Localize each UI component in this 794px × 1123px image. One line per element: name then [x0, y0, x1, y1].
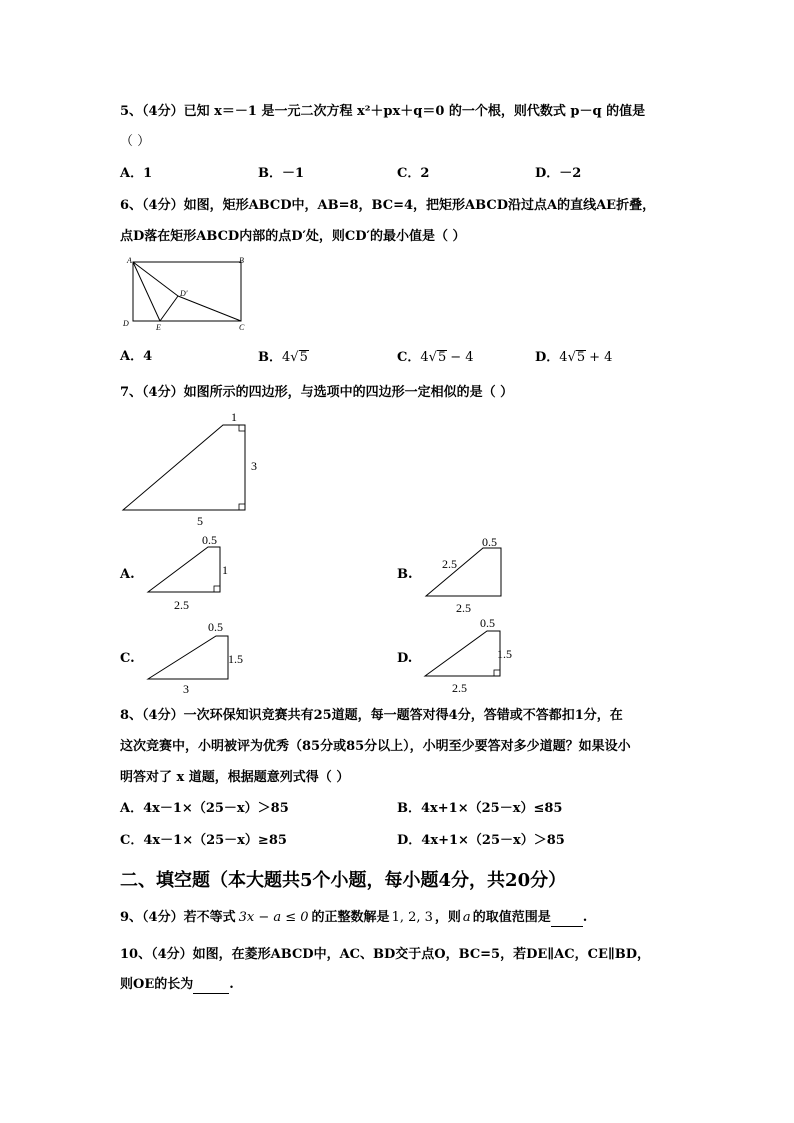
q6-option-c-tail: − 4 [450, 350, 474, 365]
q6-label-c: C [239, 323, 245, 332]
q7-option-c-label: C. [120, 651, 135, 666]
q7-d-bottom-label: 2.5 [452, 681, 467, 695]
q7-c-top-label: 0.5 [208, 620, 223, 634]
q7-main-right-label: 3 [251, 459, 257, 473]
q6-option-d: D．4√5 + 4 [535, 350, 613, 365]
q6-rectangle-figure [118, 252, 258, 334]
q5-option-b: B．－1 [258, 166, 305, 181]
q9-stem [120, 909, 587, 927]
q9-stem-part2: 的正整数解是 [311, 910, 390, 925]
q7-option-b-label: B. [397, 567, 413, 582]
q7-b-slant-label: 2.5 [442, 557, 457, 571]
q6-label-d: D [123, 319, 129, 328]
q7-b-top-label: 0.5 [482, 535, 497, 549]
q8-stem-line1: 8、（4分）一次环保知识竞赛共有25道题，每一题答对得4分，答错或不答都扣1分，在 [120, 708, 623, 723]
q6-label-e: E [156, 323, 161, 332]
q5-option-c: C．2 [397, 166, 430, 181]
q7-c-bottom-label: 3 [183, 682, 189, 696]
q6-option-c-coef: 4 [420, 350, 429, 365]
q10-end: . [229, 977, 234, 992]
q7-option-d-label: D. [397, 651, 413, 666]
q7-c-right-label: 1.5 [228, 652, 243, 666]
q6-option-b-coef: 4 [282, 350, 291, 365]
q6-option-b: B．4√5 [258, 350, 308, 365]
q7-main-bottom-label: 5 [197, 514, 203, 528]
q10-stem-line2 [120, 976, 234, 994]
q7-option-a-label: A. [120, 567, 135, 582]
q6-stem-line2: 点D落在矩形ABCD内部的点D′处，则CD′的最小值是（ ） [120, 229, 466, 244]
q6-option-d-tail: + 4 [589, 350, 613, 365]
q6-option-d-prefix: D． [535, 350, 560, 365]
q7-option-a-figure [140, 532, 250, 614]
q9-answer-blank[interactable] [551, 912, 583, 927]
q8-stem-line2: 这次竞赛中，小明被评为优秀（85分或85分以上），小明至少要答对多少道题？如果设小 [120, 739, 631, 754]
q10-answer-blank[interactable] [193, 979, 229, 994]
q6-label-d-prime: D′ [180, 289, 188, 298]
q7-option-b-figure [420, 532, 530, 614]
q6-option-b-prefix: B． [258, 350, 282, 365]
q8-option-a: A．4x－1×（25－x）＞85 [120, 801, 289, 816]
q6-option-b-rad: 5 [299, 350, 308, 365]
q6-label-a: A [127, 256, 132, 265]
q8-option-d: D．4x+1×（25－x）＞85 [397, 833, 565, 848]
q9-solution: 1, 2, 3 [391, 910, 433, 925]
q5-option-d: D．－2 [535, 166, 582, 181]
q9-variable: a [462, 910, 471, 925]
q8-stem-line3: 明答对了 x 道题，根据题意列式得（ ） [120, 770, 350, 785]
q7-a-top-label: 0.5 [202, 533, 217, 547]
q8-option-b: B．4x+1×（25－x）≤85 [397, 801, 563, 816]
q6-option-c-rad: 5 [437, 350, 447, 365]
q6-option-c: C．4√5 − 4 [397, 350, 474, 365]
q6-label-b: B [239, 256, 244, 265]
q10-stem-line1: 10、（4分）如图，在菱形ABCD中，AC、BD交于点O，BC=5，若DE∥AC，CE∥BD， [120, 947, 650, 962]
q6-option-d-coef: 4 [559, 350, 568, 365]
q7-main-top-label: 1 [231, 410, 237, 424]
q5-stem-line2: （ ） [120, 134, 151, 149]
q5-stem-line1: 5、（4分）已知 x＝－1 是一元二次方程 x²＋px＋q＝0 的一个根，则代数式 p－q 的值是 [120, 104, 646, 119]
q9-stem-part1: 9、（4分）若不等式 [120, 910, 236, 925]
q7-b-bottom-label: 2.5 [456, 601, 471, 614]
q9-inequality: 3x − a ≤ 0 [238, 910, 309, 925]
q10-stem-part: 则OE的长为 [120, 977, 194, 992]
q6-option-c-prefix: C． [397, 350, 421, 365]
q7-d-right-label: 1.5 [497, 647, 512, 661]
q5-option-a: A．1 [120, 166, 153, 181]
q7-main-trapezoid [115, 405, 275, 530]
q7-stem: 7、（4分）如图所示的四边形，与选项中的四边形一定相似的是（ ） [120, 385, 514, 400]
q7-a-right-label: 1 [222, 563, 228, 577]
q9-end: . [582, 910, 588, 925]
q8-option-c: C．4x－1×（25－x）≥85 [120, 833, 287, 848]
q9-stem-part4: 的取值范围是 [472, 910, 551, 925]
q7-a-bottom-label: 2.5 [174, 598, 189, 612]
q7-option-d-figure [420, 614, 530, 696]
q6-option-a: A．4 [120, 349, 153, 364]
q7-d-top-label: 0.5 [480, 616, 495, 630]
section-2-title: 二、填空题（本大题共5个小题，每小题4分，共20分） [120, 870, 567, 891]
q9-stem-part3: ，则 [434, 910, 461, 925]
q6-option-d-rad: 5 [576, 350, 586, 365]
q7-option-c-figure [140, 616, 260, 698]
q6-stem-line1: 6、（4分）如图，矩形ABCD中，AB=8，BC=4，把矩形ABCD沿过点A的直线AE折叠， [120, 198, 656, 213]
